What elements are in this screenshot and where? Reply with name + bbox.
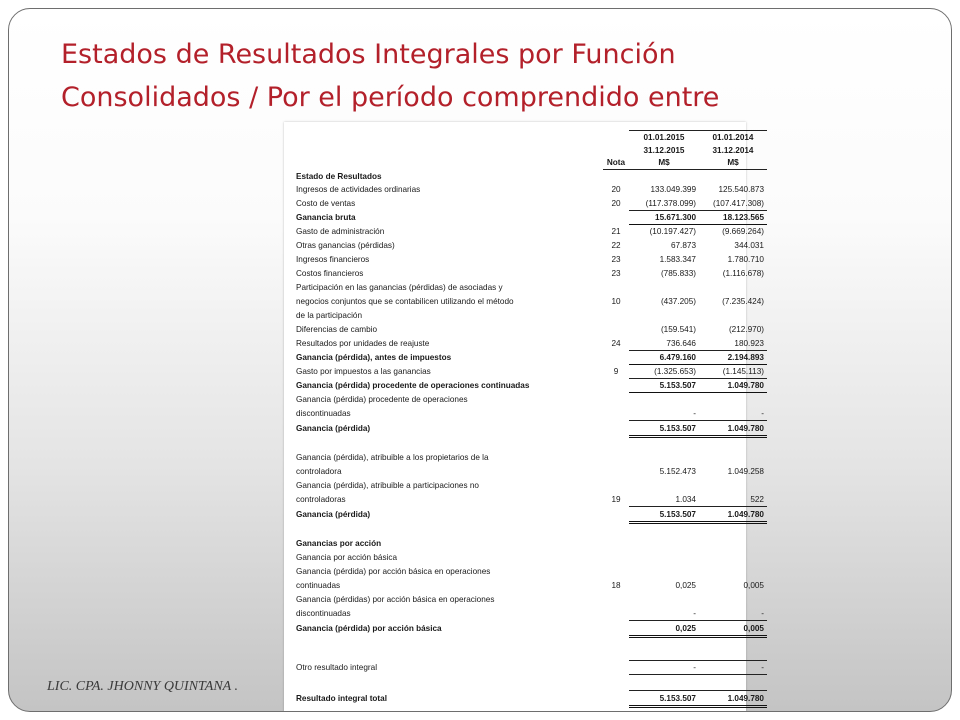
row-value-2014: (7.235.424) bbox=[722, 297, 764, 306]
statement-row bbox=[293, 479, 767, 493]
footer-author: LIC. CPA. JHONNY QUINTANA . bbox=[47, 679, 238, 694]
statement-row bbox=[293, 183, 767, 197]
row-value-2015: 5.153.507 bbox=[629, 507, 699, 523]
row-value-2015: (10.197.427) bbox=[649, 227, 696, 237]
row-label: Participación en las ganancias (pérdidas) de asociadas y bbox=[296, 283, 503, 292]
row-label: discontinuadas bbox=[296, 609, 351, 618]
statement-row bbox=[293, 465, 767, 479]
row-nota: 22 bbox=[611, 241, 621, 250]
header-2014-start: 01.01.2014 bbox=[699, 131, 767, 144]
row-value-2014: 180.923 bbox=[699, 337, 767, 351]
row-value-2015: 67.873 bbox=[670, 241, 696, 250]
row-label: Ganancia (pérdida) procedente de operaciones bbox=[296, 395, 468, 404]
statement-row bbox=[293, 565, 767, 579]
row-value-2015: 5.152.473 bbox=[659, 467, 696, 476]
row-value-2014: (107.417.308) bbox=[699, 197, 767, 211]
row-value-2014: 0,005 bbox=[743, 581, 764, 590]
row-label: Diferencias de cambio bbox=[296, 325, 378, 334]
slide bbox=[8, 8, 952, 712]
row-label: Otras ganancias (pérdidas) bbox=[296, 241, 395, 250]
row-nota: 19 bbox=[611, 495, 621, 504]
header-row-dates-end bbox=[293, 144, 767, 157]
statement-row bbox=[293, 197, 767, 211]
row-nota: 24 bbox=[611, 339, 621, 348]
row-value-2015: 0,025 bbox=[675, 581, 696, 590]
statement-row bbox=[293, 379, 767, 393]
row-label: Gasto por impuestos a las ganancias bbox=[296, 367, 431, 376]
statement-row bbox=[293, 691, 767, 707]
row-value-2014: 1.049.258 bbox=[727, 467, 764, 476]
income-statement-image bbox=[284, 122, 764, 712]
row-value-2015: 736.646 bbox=[629, 337, 699, 351]
row-label: Otro resultado integral bbox=[296, 663, 378, 672]
statement-row bbox=[293, 239, 767, 253]
row-label: Resultados por unidades de reajuste bbox=[296, 339, 430, 348]
statement-row bbox=[293, 661, 767, 675]
row-label: Ganancia (pérdidas) por acción básica en operaciones bbox=[296, 595, 495, 604]
row-value-2015: (437.205) bbox=[660, 297, 696, 306]
row-label: Ganancia (pérdida) procedente de operaciones continuadas bbox=[296, 381, 530, 390]
row-label: Gasto de administración bbox=[296, 227, 385, 236]
row-value-2014: 1.049.780 bbox=[699, 507, 767, 523]
row-value-2015: (159.541) bbox=[660, 325, 696, 334]
row-value-2014: 1.049.780 bbox=[699, 421, 767, 437]
row-value-2014: (212.970) bbox=[728, 325, 764, 334]
row-value-2014: - bbox=[699, 607, 767, 621]
row-value-2015: 5.153.507 bbox=[629, 691, 699, 707]
row-value-2015: 6.479.160 bbox=[629, 351, 699, 365]
row-value-2014: 2.194.893 bbox=[699, 351, 767, 365]
statement-row bbox=[293, 407, 767, 421]
row-value-2014: 125.540.873 bbox=[718, 185, 764, 194]
row-nota: 9 bbox=[613, 367, 619, 376]
row-label: Ganancia (pérdida) bbox=[296, 510, 371, 519]
row-value-2014: (1.116.678) bbox=[722, 269, 764, 278]
row-value-2015: (117.378.099) bbox=[629, 197, 699, 211]
statement-row bbox=[293, 451, 767, 465]
slide-title-line-1: Estados de Resultados Integrales por Función bbox=[61, 39, 676, 70]
row-value-2014: - bbox=[699, 661, 767, 675]
row-label: Ganancia (pérdida), atribuible a participaciones no bbox=[296, 481, 479, 490]
row-label: Resultado integral total bbox=[296, 694, 387, 703]
statement-row bbox=[293, 421, 767, 437]
statement-row bbox=[293, 537, 767, 551]
row-label: Ganancia (pérdida) bbox=[296, 424, 371, 433]
header-2015-start: 01.01.2015 bbox=[629, 131, 699, 144]
row-value-2014: 1.049.780 bbox=[699, 691, 767, 707]
statement-row bbox=[293, 281, 767, 295]
header-nota: Nota bbox=[603, 157, 629, 170]
row-label: Ganancia (pérdida), antes de impuestos bbox=[296, 353, 452, 362]
statement-row bbox=[293, 323, 767, 337]
row-nota: 20 bbox=[611, 185, 621, 194]
statement-row bbox=[293, 393, 767, 407]
statement-row bbox=[293, 295, 767, 309]
statement-row bbox=[293, 225, 767, 239]
row-value-2014: (9.669.264) bbox=[722, 227, 764, 237]
row-label: negocios conjuntos que se contabilicen utilizando el método bbox=[296, 297, 514, 306]
income-statement-table bbox=[293, 130, 767, 708]
row-label: Estado de Resultados bbox=[296, 171, 382, 181]
row-label: Costo de ventas bbox=[296, 199, 356, 208]
row-value-2014: (1.145.113) bbox=[699, 365, 767, 379]
statement-row bbox=[293, 365, 767, 379]
row-value-2015: (1.325.653) bbox=[629, 365, 699, 379]
row-label: controladora bbox=[296, 467, 342, 476]
statement-row bbox=[293, 351, 767, 365]
row-value-2015: - bbox=[629, 607, 699, 621]
row-value-2015: - bbox=[629, 407, 699, 421]
row-label: Ingresos de actividades ordinarias bbox=[296, 185, 421, 194]
statement-row bbox=[293, 337, 767, 351]
row-label: Ganancia (pérdida) por acción básica bbox=[296, 624, 442, 633]
row-value-2015: (785.833) bbox=[660, 269, 696, 278]
row-value-2014: 344.031 bbox=[734, 241, 764, 250]
header-row-currency bbox=[293, 157, 767, 170]
statement-row bbox=[293, 621, 767, 637]
row-value-2015: 5.153.507 bbox=[629, 421, 699, 437]
row-value-2015: 0,025 bbox=[629, 621, 699, 637]
row-value-2015: 133.049.399 bbox=[650, 185, 696, 194]
row-value-2015: 1.034 bbox=[629, 493, 699, 507]
row-label: Ganancia (pérdida) por acción básica en operaciones bbox=[296, 567, 491, 576]
statement-row bbox=[293, 493, 767, 507]
row-label: Ganancia bruta bbox=[296, 213, 356, 222]
statement-row bbox=[293, 551, 767, 565]
row-nota: 10 bbox=[611, 297, 621, 306]
row-value-2014: - bbox=[699, 407, 767, 421]
header-2014-end: 31.12.2014 bbox=[712, 145, 754, 155]
row-nota: 23 bbox=[611, 255, 621, 264]
statement-row bbox=[293, 253, 767, 267]
statement-row bbox=[293, 607, 767, 621]
row-value-2015: 15.671.300 bbox=[629, 211, 699, 225]
row-label: Ganancias por acción bbox=[296, 539, 382, 548]
statement-row bbox=[293, 593, 767, 607]
row-label: Costos financieros bbox=[296, 269, 364, 278]
row-label: de la participación bbox=[296, 311, 362, 320]
statement-row bbox=[293, 309, 767, 323]
row-value-2015: 5.153.507 bbox=[629, 379, 699, 393]
header-row-dates-start bbox=[293, 131, 767, 144]
row-nota: 18 bbox=[611, 581, 621, 590]
statement-row bbox=[293, 579, 767, 593]
row-label: Ganancia por acción básica bbox=[296, 553, 398, 562]
header-2014-currency: M$ bbox=[699, 157, 767, 170]
row-label: discontinuadas bbox=[296, 409, 351, 418]
row-nota: 21 bbox=[611, 227, 621, 236]
row-value-2014: 18.123.565 bbox=[699, 211, 767, 225]
row-nota: 20 bbox=[611, 199, 621, 208]
row-label: Ganancia (pérdida), atribuible a los propietarios de la bbox=[296, 453, 489, 462]
statement-row bbox=[293, 170, 767, 183]
row-label: continuadas bbox=[296, 581, 341, 590]
header-2015-currency: M$ bbox=[629, 157, 699, 170]
row-label: Ingresos financieros bbox=[296, 255, 370, 264]
header-2015-end: 31.12.2015 bbox=[643, 145, 685, 155]
row-nota: 23 bbox=[611, 269, 621, 278]
row-value-2014: 522 bbox=[699, 493, 767, 507]
row-value-2014: 1.049.780 bbox=[699, 379, 767, 393]
row-value-2015: 1.583.347 bbox=[659, 255, 696, 264]
statement-row bbox=[293, 507, 767, 523]
slide-title-line-2: Consolidados / Por el período comprendido entre bbox=[61, 82, 720, 113]
statement-row bbox=[293, 211, 767, 225]
row-value-2015: - bbox=[629, 661, 699, 675]
row-value-2014: 1.780.710 bbox=[727, 255, 764, 264]
row-value-2014: 0,005 bbox=[699, 621, 767, 637]
slide-title bbox=[61, 33, 921, 119]
row-label: controladoras bbox=[296, 495, 346, 504]
statement-row bbox=[293, 267, 767, 281]
